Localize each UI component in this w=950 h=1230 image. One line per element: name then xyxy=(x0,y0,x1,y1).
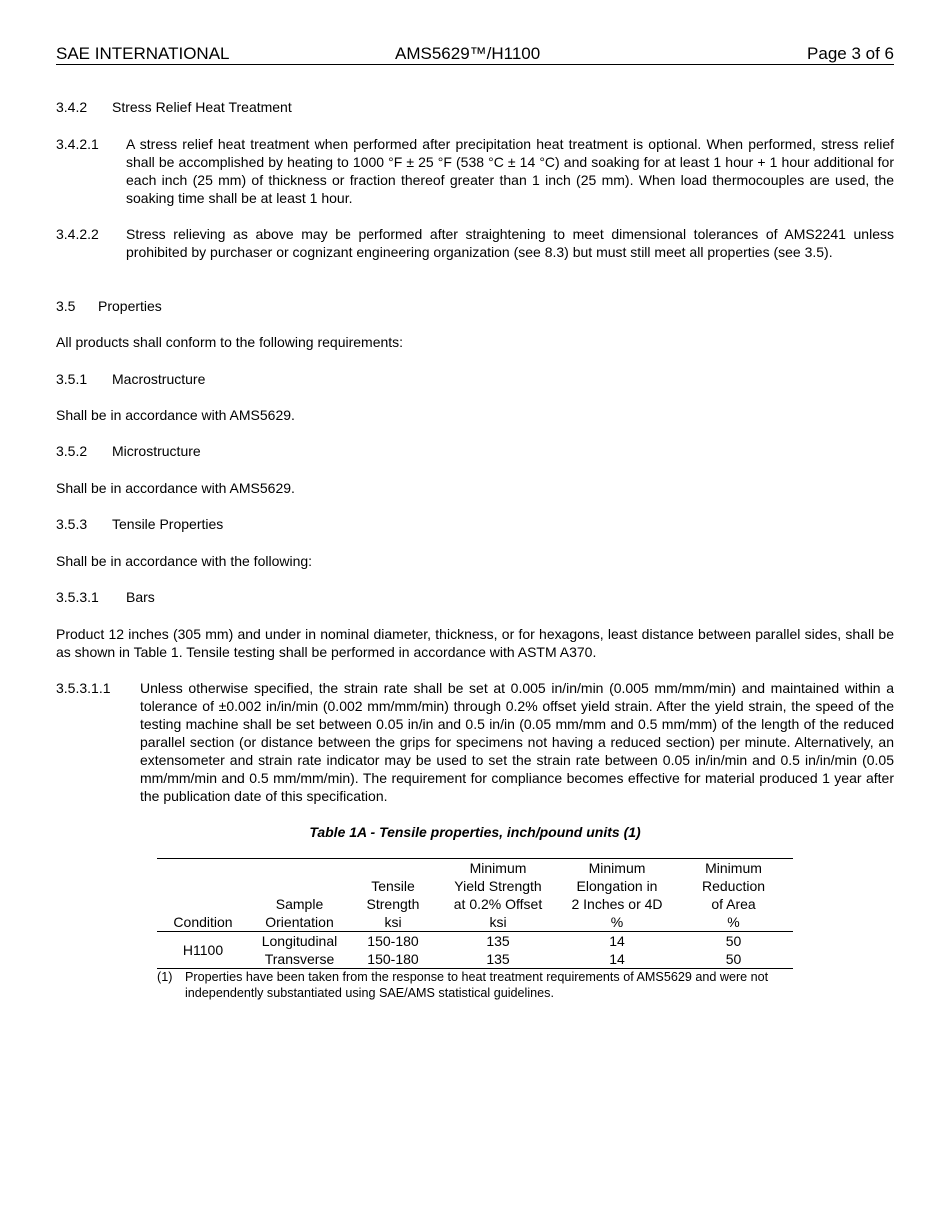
section-3-4-2-heading xyxy=(56,98,894,116)
section-3-4-2-1 xyxy=(56,135,894,207)
tensile-cell: 150-180 xyxy=(367,933,419,949)
yield-cell: 135 xyxy=(486,933,510,949)
table-title: Table 1A - Tensile properties, inch/pound units (1) xyxy=(309,824,641,840)
elongation-cell: 14 xyxy=(609,933,625,949)
table-header-cell: of Area xyxy=(711,896,756,912)
table-header-cell: Condition xyxy=(173,914,233,930)
orientation-cell: Transverse xyxy=(264,951,335,967)
reduction-cell: 50 xyxy=(725,951,742,967)
table-header-cell: Sample xyxy=(275,896,324,912)
section-number: 3.5.3.1.1 xyxy=(56,680,111,696)
tensile-cell: 150-180 xyxy=(367,951,419,967)
macrostructure-text: Shall be in accordance with AMS5629. xyxy=(56,407,295,423)
elongation-cell: 14 xyxy=(609,951,625,967)
section-text: Unless otherwise specified, the strain rate shall be set at 0.005 in/in/min (0.005 mm/mm/min) and maintained within a tolerance of ±0.002 in/in/min (0.002 mm/mm/min) through 0.2% offset yield strain. After the yield strain, the speed of the testing machine shall be set between 0.05 in/in and 0.5 in/in (0.05 mm/mm and 0.5 mm/mm) of the length of the reduced parallel section (or distance between the grips for specimens not having a reduced section) per minute. Alternatively, an extensometer and strain rate indicator may be used to set the strain rate between 0.05 in/in/min and 0.5 in/in/min (0.05 mm/mm/min and 0.5 mm/mm/min). The requirement for compliance becomes effective for material produced 1 year after the publication date of this specification. xyxy=(140,680,894,804)
table-header-cell xyxy=(157,877,249,895)
footnote-number: (1) xyxy=(157,970,173,984)
section-3-5-1-heading xyxy=(56,370,894,388)
section-3-5-3-1-1 xyxy=(56,679,894,805)
section-3-5-3-heading xyxy=(56,515,894,533)
section-number: 3.4.2.1 xyxy=(56,136,99,152)
header-document-number: AMS5629™/H1100 xyxy=(395,44,541,63)
table-header-cell: ksi xyxy=(489,914,507,930)
orientation-cell: Longitudinal xyxy=(261,933,338,949)
table-header-cell: Minimum xyxy=(705,860,762,876)
table-header-cell: Yield Strength xyxy=(454,878,542,894)
table-header-cell xyxy=(350,859,436,878)
table-header-cell xyxy=(157,859,249,878)
section-title: Macrostructure xyxy=(112,371,206,387)
section-3-4-2-2 xyxy=(56,225,894,261)
tensile-properties-table xyxy=(157,858,793,969)
footnote-text: Properties have been taken from the response to heat treatment requirements of AMS5629 and were not independently substantiated using SAE/AMS statistical guidelines. xyxy=(185,970,769,1000)
section-text: A stress relief heat treatment when performed after precipitation heat treatment is optional. When performed, stress relief shall be accomplished by heating to 1000 °F ± 25 °F (538 °C ± 14 °C) and soaking for at least 1 hour + 1 hour additional for each inch (25 mm) of thickness or fraction thereof greater than 1 inch (25 mm). When load thermocouples are used, the soaking time shall be at least 1 hour. xyxy=(126,136,894,206)
section-title: Bars xyxy=(126,589,155,605)
properties-intro: All products shall conform to the following requirements: xyxy=(56,334,404,350)
table-header-cell: Elongation in xyxy=(576,878,658,894)
section-title: Microstructure xyxy=(112,443,201,459)
header-organization: SAE INTERNATIONAL xyxy=(56,44,230,63)
table-header-cell: 2 Inches or 4D xyxy=(571,896,663,912)
tensile-properties-text: Shall be in accordance with the following: xyxy=(56,553,313,569)
section-number: 3.4.2.2 xyxy=(56,226,99,242)
section-title: Stress Relief Heat Treatment xyxy=(112,99,292,115)
table-header-cell: Reduction xyxy=(701,878,766,894)
section-number: 3.5 xyxy=(56,298,76,314)
yield-cell: 135 xyxy=(486,951,510,967)
section-number: 3.4.2 xyxy=(56,99,88,115)
table-header-cell: % xyxy=(727,914,740,930)
section-3-5-3-1-heading xyxy=(56,588,894,606)
table-header-cell: Minimum xyxy=(469,860,527,876)
table-header-cell xyxy=(249,877,350,895)
section-title: Tensile Properties xyxy=(112,516,224,532)
section-number: 3.5.1 xyxy=(56,371,88,387)
bars-text: Product 12 inches (305 mm) and under in nominal diameter, thickness, or for hexagons, least distance between parallel sides, shall be as shown in Table 1. Tensile testing shall be performed in accordance with ASTM A370. xyxy=(56,626,894,660)
section-number: 3.5.2 xyxy=(56,443,88,459)
section-3-5-heading xyxy=(56,297,894,315)
section-3-5-2-heading xyxy=(56,442,894,460)
microstructure-text: Shall be in accordance with AMS5629. xyxy=(56,480,295,496)
table-header-cell: Strength xyxy=(366,896,420,912)
table-header-cell: Orientation xyxy=(265,914,334,930)
section-number: 3.5.3.1 xyxy=(56,589,99,605)
section-number: 3.5.3 xyxy=(56,516,88,532)
table-header-cell: Minimum xyxy=(588,860,646,876)
table-header-cell: % xyxy=(610,914,624,930)
section-title: Properties xyxy=(98,298,162,314)
table-row xyxy=(157,950,793,969)
table-header-cell: Tensile xyxy=(371,878,415,894)
condition-cell: H1100 xyxy=(182,942,224,958)
table-header-cell: at 0.2% Offset xyxy=(453,896,543,912)
section-text: Stress relieving as above may be performed after straightening to meet dimensional tolerances of AMS2241 unless prohibited by purchaser or cognizant engineering organization (see 8.3) but must still meet all properties (see 3.5). xyxy=(126,226,894,260)
table-row xyxy=(157,932,793,951)
table-header-cell: ksi xyxy=(384,914,402,930)
reduction-cell: 50 xyxy=(725,933,742,949)
table-header-cell xyxy=(249,859,350,878)
table-header-cell xyxy=(157,895,249,913)
header-page-number: Page 3 of 6 xyxy=(807,44,894,63)
page-header xyxy=(56,44,894,65)
